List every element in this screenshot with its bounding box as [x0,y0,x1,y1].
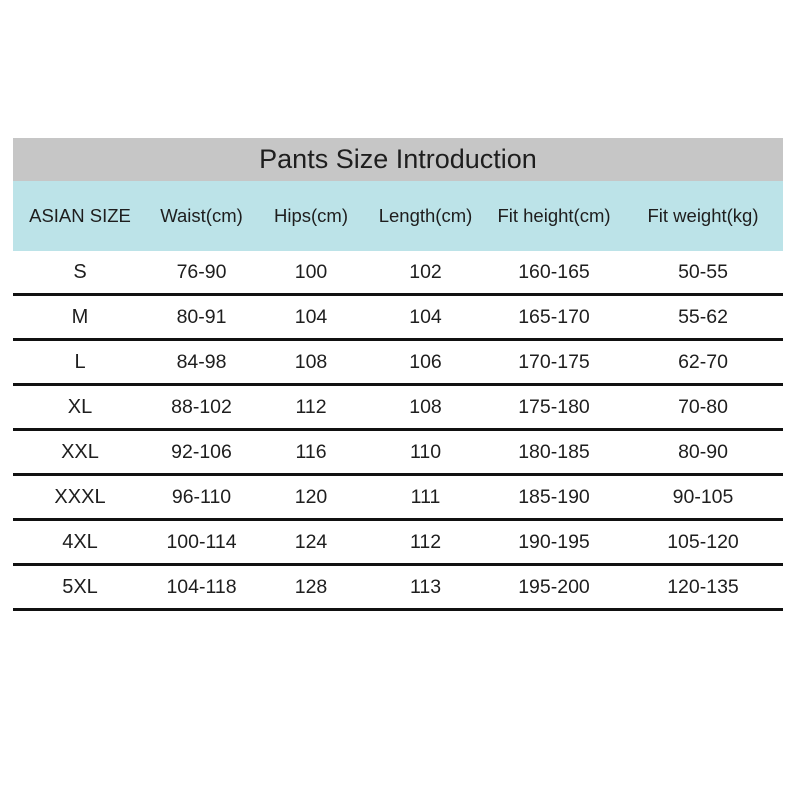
cell-hips: 128 [294,575,328,598]
cell-hips: 124 [294,530,328,553]
cell-fit-height: 195-200 [518,575,590,598]
header-hips: Hips(cm) [274,205,348,226]
cell-fit-weight: 55-62 [678,305,728,328]
cell-fit-height: 185-190 [518,485,590,508]
table-row [13,476,783,521]
cell-fit-height: 165-170 [518,305,590,328]
header-length: Length(cm) [378,205,473,226]
cell-size: XXL [61,440,99,463]
cell-waist: 84-98 [176,350,227,373]
cell-waist: 96-110 [171,485,232,508]
table-row [13,521,783,566]
cell-fit-height: 190-195 [518,530,590,553]
table-row [13,566,783,611]
cell-hips: 108 [294,350,328,373]
size-table [13,138,783,611]
header-asian-size: ASIAN SIZE [29,205,131,226]
cell-size: XXXL [54,485,106,508]
table-row [13,341,783,386]
header-waist: Waist(cm) [160,205,243,226]
table-row [13,296,783,341]
table-title: Pants Size Introduction [13,138,783,181]
table-row [13,431,783,476]
cell-size: M [71,305,89,328]
cell-fit-weight: 90-105 [672,485,734,508]
cell-fit-weight: 50-55 [678,260,728,283]
table-row [13,251,783,296]
cell-length: 111 [410,485,441,508]
cell-size: 4XL [62,530,98,553]
cell-waist: 76-90 [176,260,227,283]
cell-fit-height: 180-185 [518,440,590,463]
cell-size: 5XL [62,575,98,598]
cell-size: S [73,260,87,283]
cell-fit-weight: 80-90 [678,440,728,463]
cell-fit-weight: 120-135 [667,575,739,598]
cell-hips: 120 [294,485,328,508]
cell-fit-height: 160-165 [518,260,590,283]
cell-length: 113 [409,575,442,598]
cell-length: 104 [409,305,442,328]
table-body [13,251,783,611]
cell-size: L [74,350,86,373]
cell-length: 110 [409,440,442,463]
cell-waist: 100-114 [166,530,237,553]
cell-length: 102 [409,260,442,283]
cell-fit-height: 175-180 [518,395,590,418]
cell-hips: 100 [294,260,328,283]
cell-fit-weight: 70-80 [678,395,728,418]
cell-hips: 104 [294,305,328,328]
cell-hips: 112 [295,395,327,418]
cell-hips: 116 [295,440,327,463]
cell-length: 106 [409,350,442,373]
cell-waist: 80-91 [176,305,227,328]
header-fit-weight: Fit weight(kg) [647,205,759,226]
cell-length: 108 [409,395,442,418]
cell-size: XL [67,395,93,418]
cell-fit-weight: 105-120 [667,530,739,553]
header-row [13,181,783,251]
cell-waist: 104-118 [166,575,237,598]
cell-length: 112 [409,530,442,553]
cell-fit-height: 170-175 [518,350,590,373]
cell-waist: 88-102 [171,395,232,418]
header-fit-height: Fit height(cm) [497,205,611,226]
table-row [13,386,783,431]
cell-fit-weight: 62-70 [678,350,728,373]
cell-waist: 92-106 [171,440,232,463]
